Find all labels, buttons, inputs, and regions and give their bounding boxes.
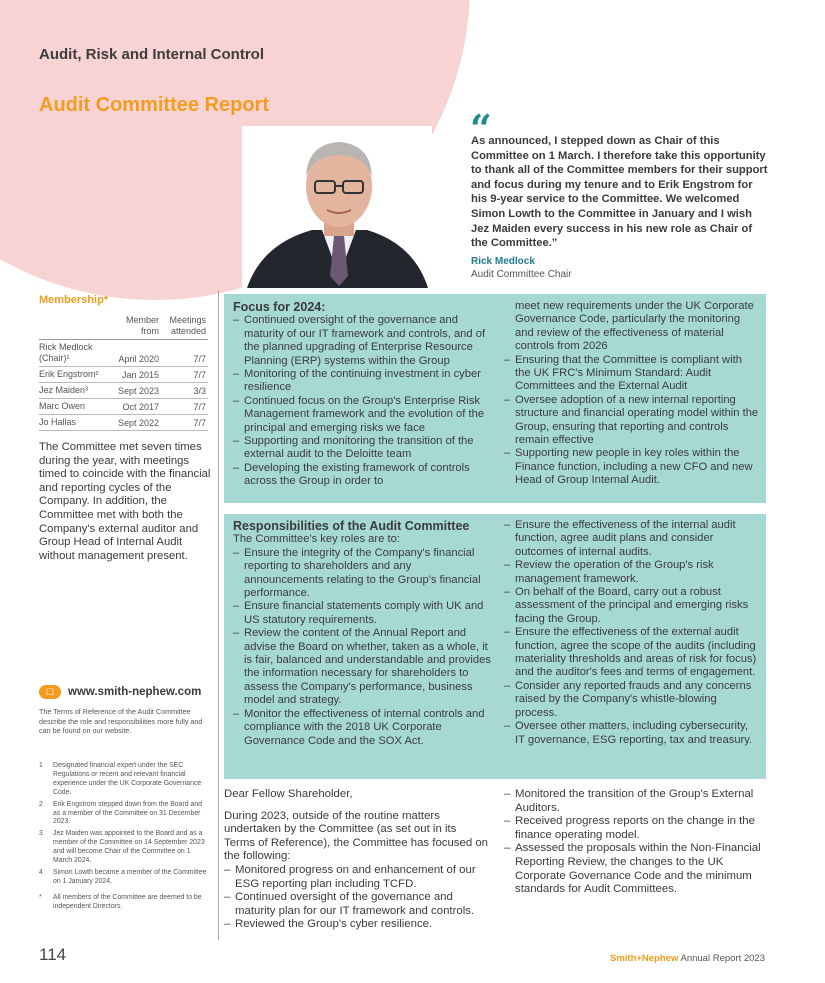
member-name: Jez Maiden³	[39, 385, 89, 395]
list-item: – Developing the existing framework of controls across the Group in order to	[233, 462, 491, 489]
footnote-text: Erik Engstrom stepped down from the Board and as a member of the Committee on 31 December 2023.	[53, 800, 202, 826]
portrait-photo	[242, 126, 432, 288]
website-icon: ☐	[39, 685, 61, 699]
list-item: – Continued oversight of the governance and maturity plan for our IT framework and controls.	[224, 891, 490, 918]
terms-of-reference-note: The Terms of Reference of the Audit Committee describe the role and responsibilities more fully and can be found on our website.	[39, 707, 203, 736]
member-from: Jan 2015	[121, 370, 159, 380]
list-item: – Oversee adoption of a new internal reporting structure and financial operating model within the Group, ensuring that reporting and controls remain effective	[504, 394, 759, 448]
table-row	[39, 415, 208, 431]
section-title: Audit, Risk and Internal Control	[39, 46, 265, 63]
list-item: – Ensure the effectiveness of the internal audit function, agree audit plans and consider outcomes of internal audits.	[504, 519, 760, 559]
member-name: Marc Owen	[39, 401, 86, 411]
member-attended: 7/7	[193, 402, 206, 412]
table-row	[39, 340, 208, 367]
footnote-key: 1	[39, 762, 43, 769]
page-title: Audit Committee Report	[39, 94, 269, 116]
col-member-from: Member from	[125, 315, 159, 336]
footnote-key: 3	[39, 830, 43, 838]
quote-author-role: Audit Committee Chair	[471, 269, 572, 280]
member-attended: 7/7	[193, 370, 206, 380]
footnotes	[39, 762, 211, 915]
chair-quote: As announced, I stepped down as Chair of this Committee on 1 March. I therefore take this opportunity to thank all of the Committee members for their support and focus during my tenure and to Erik Engstrom for his 9-year service to the Committee. We welcomed Simon Lowth to the Committee in January and I wish Jez Maiden every success in his new role as Chair of the Committee.”	[471, 135, 768, 250]
list-item: – Monitoring of the continuing investment in cyber resilience	[233, 368, 491, 395]
list-item: – On behalf of the Board, carry out a robust assessment of the principal and emerging risks facing the Group.	[504, 586, 760, 626]
responsibilities-intro: The Committee's key roles are to:	[233, 533, 400, 546]
footnote-text: All members of the Committee are deemed to be independent Directors.	[53, 893, 202, 910]
list-item: – Continued focus on the Group's Enterprise Risk Management framework and the evolution of the principal and emerging risks we face	[233, 395, 491, 435]
member-attended: 7/7	[193, 354, 206, 364]
member-name: Jo Hallas	[39, 417, 77, 427]
footnote-key: *	[39, 893, 42, 901]
list-item: – Ensure the effectiveness of the external audit function, agree the scope of the audits (including materiality thresholds and areas of risk for focus) and the auditor's fees and terms of engagement.	[504, 626, 760, 680]
focus-2024-box	[224, 294, 766, 503]
meetings-summary: The Committee met seven times during the year, with meetings timed to coincide with the financial and reporting cycles of the Company. In addition, the Committee met with both the Company's external auditor and Group Head of Internal Audit without management present.	[39, 441, 211, 562]
footnote	[39, 830, 211, 866]
membership-table	[39, 313, 208, 431]
letter-intro: During 2023, outside of the routine matters undertaken by the Committee (as set out in its Terms of Reference), the Committee has focused on the following:	[224, 809, 489, 863]
list-item: – Review the content of the Annual Report and advise the Board on whether, taken as a whole, it is fair, balanced and understandable and provides the information necessary for shareholders to assess the Company's performance, business model and strategy.	[233, 627, 491, 707]
footnote-key: 2	[39, 800, 43, 808]
responsibilities-heading: Responsibilities of the Audit Committee	[233, 519, 470, 533]
membership-table-header	[39, 313, 208, 340]
letter-greeting: Dear Fellow Shareholder,	[224, 788, 353, 800]
footnote	[39, 762, 211, 798]
list-item: – Received progress reports on the change in the finance operating model.	[504, 815, 764, 842]
page-number: 114	[39, 945, 67, 964]
list-item: – Supporting and monitoring the transition of the external audit to the Deloitte team	[233, 435, 491, 462]
table-row	[39, 383, 208, 399]
member-from: Sept 2022	[117, 418, 159, 428]
report-name: Annual Report 2023	[680, 953, 765, 964]
responsibilities-box	[224, 514, 766, 779]
footnote	[39, 869, 211, 887]
list-item: – Consider any reported frauds and any concerns raised by the Company's whistle-blowing process.	[504, 680, 760, 720]
list-item: – Monitor the effectiveness of internal controls and compliance with the 2018 UK Corporate Governance Code and the SOX Act.	[233, 708, 491, 748]
list-item: – Ensure financial statements comply with UK and US statutory requirements.	[233, 600, 491, 627]
quote-author-name: Rick Medlock	[471, 256, 535, 267]
brand-name: Smith+Nephew	[609, 953, 679, 964]
letter-left-column	[224, 788, 490, 932]
table-row	[39, 367, 208, 383]
footnote	[39, 801, 211, 828]
list-item: – Monitored progress on and enhancement of our ESG reporting plan including TCFD.	[224, 864, 490, 891]
list-item-continuation: meet new requirements under the UK Corporate Governance Code, particularly the monitoring and review of the effectiveness of material controls from 2026	[515, 300, 754, 353]
member-attended: 7/7	[193, 418, 206, 428]
list-item: – Assessed the proposals within the Non-Financial Reporting Review, the changes to the UK Corporate Governance Code and the minimum standards for Audit Committees.	[504, 842, 764, 896]
list-item: – Oversee other matters, including cybersecurity, IT governance, ESG reporting, tax and treasury.	[504, 720, 760, 747]
footnote-text: Designated financial expert under the SEC Regulations or recent and relevant financial experience under the UK Corporate Governance Code.	[53, 762, 202, 796]
focus-heading: Focus for 2024:	[233, 300, 326, 314]
list-item: – Review the operation of the Group's risk management framework.	[504, 559, 760, 586]
list-item: – Supporting new people in key roles within the Finance function, including a new CFO and new Head of Group Internal Audit.	[504, 447, 759, 487]
footnote-key: 4	[39, 868, 43, 876]
member-name: Rick Medlock (Chair)¹	[39, 342, 93, 363]
list-item: – Monitored the transition of the Group's External Auditors.	[504, 788, 764, 815]
footnote-text: Simon Lowth became a member of the Committee on 1 January 2024.	[53, 868, 207, 885]
col-meetings-attended: Meetings attended	[169, 315, 206, 336]
quote-mark-icon: “	[470, 106, 492, 151]
footnote	[39, 894, 211, 912]
footnote-text: Jez Maiden was appointed to the Board and as a member of the Committee on 14 September 2023 and will become Chair of the Committee on 1 March 2024.	[53, 830, 205, 865]
list-item: – Continued oversight of the governance and maturity of our IT framework and controls, and of the planned upgrading of Enterprise Resource Planning (ERP) systems within the Group	[233, 314, 491, 368]
membership-heading: Membership*	[39, 294, 109, 306]
member-from: April 2020	[118, 354, 159, 364]
member-from: Sept 2023	[117, 386, 159, 396]
list-item: – Ensure the integrity of the Company's financial reporting to shareholders and any announcements relating to the Group's financial performance.	[233, 547, 491, 601]
member-attended: 3/3	[193, 386, 206, 396]
member-from: Oct 2017	[122, 402, 159, 412]
list-item: – Reviewed the Group's cyber resilience.	[224, 918, 490, 932]
report-footer	[610, 953, 765, 964]
table-row	[39, 399, 208, 415]
member-name: Erik Engstrom²	[39, 369, 99, 379]
list-item: – Ensuring that the Committee is compliant with the UK FRC's Minimum Standard: Audit Committees and the External Audit	[504, 354, 759, 394]
letter-right-column	[504, 788, 764, 897]
website-link[interactable]: www.smith-nephew.com	[68, 686, 202, 698]
column-divider	[218, 290, 219, 940]
